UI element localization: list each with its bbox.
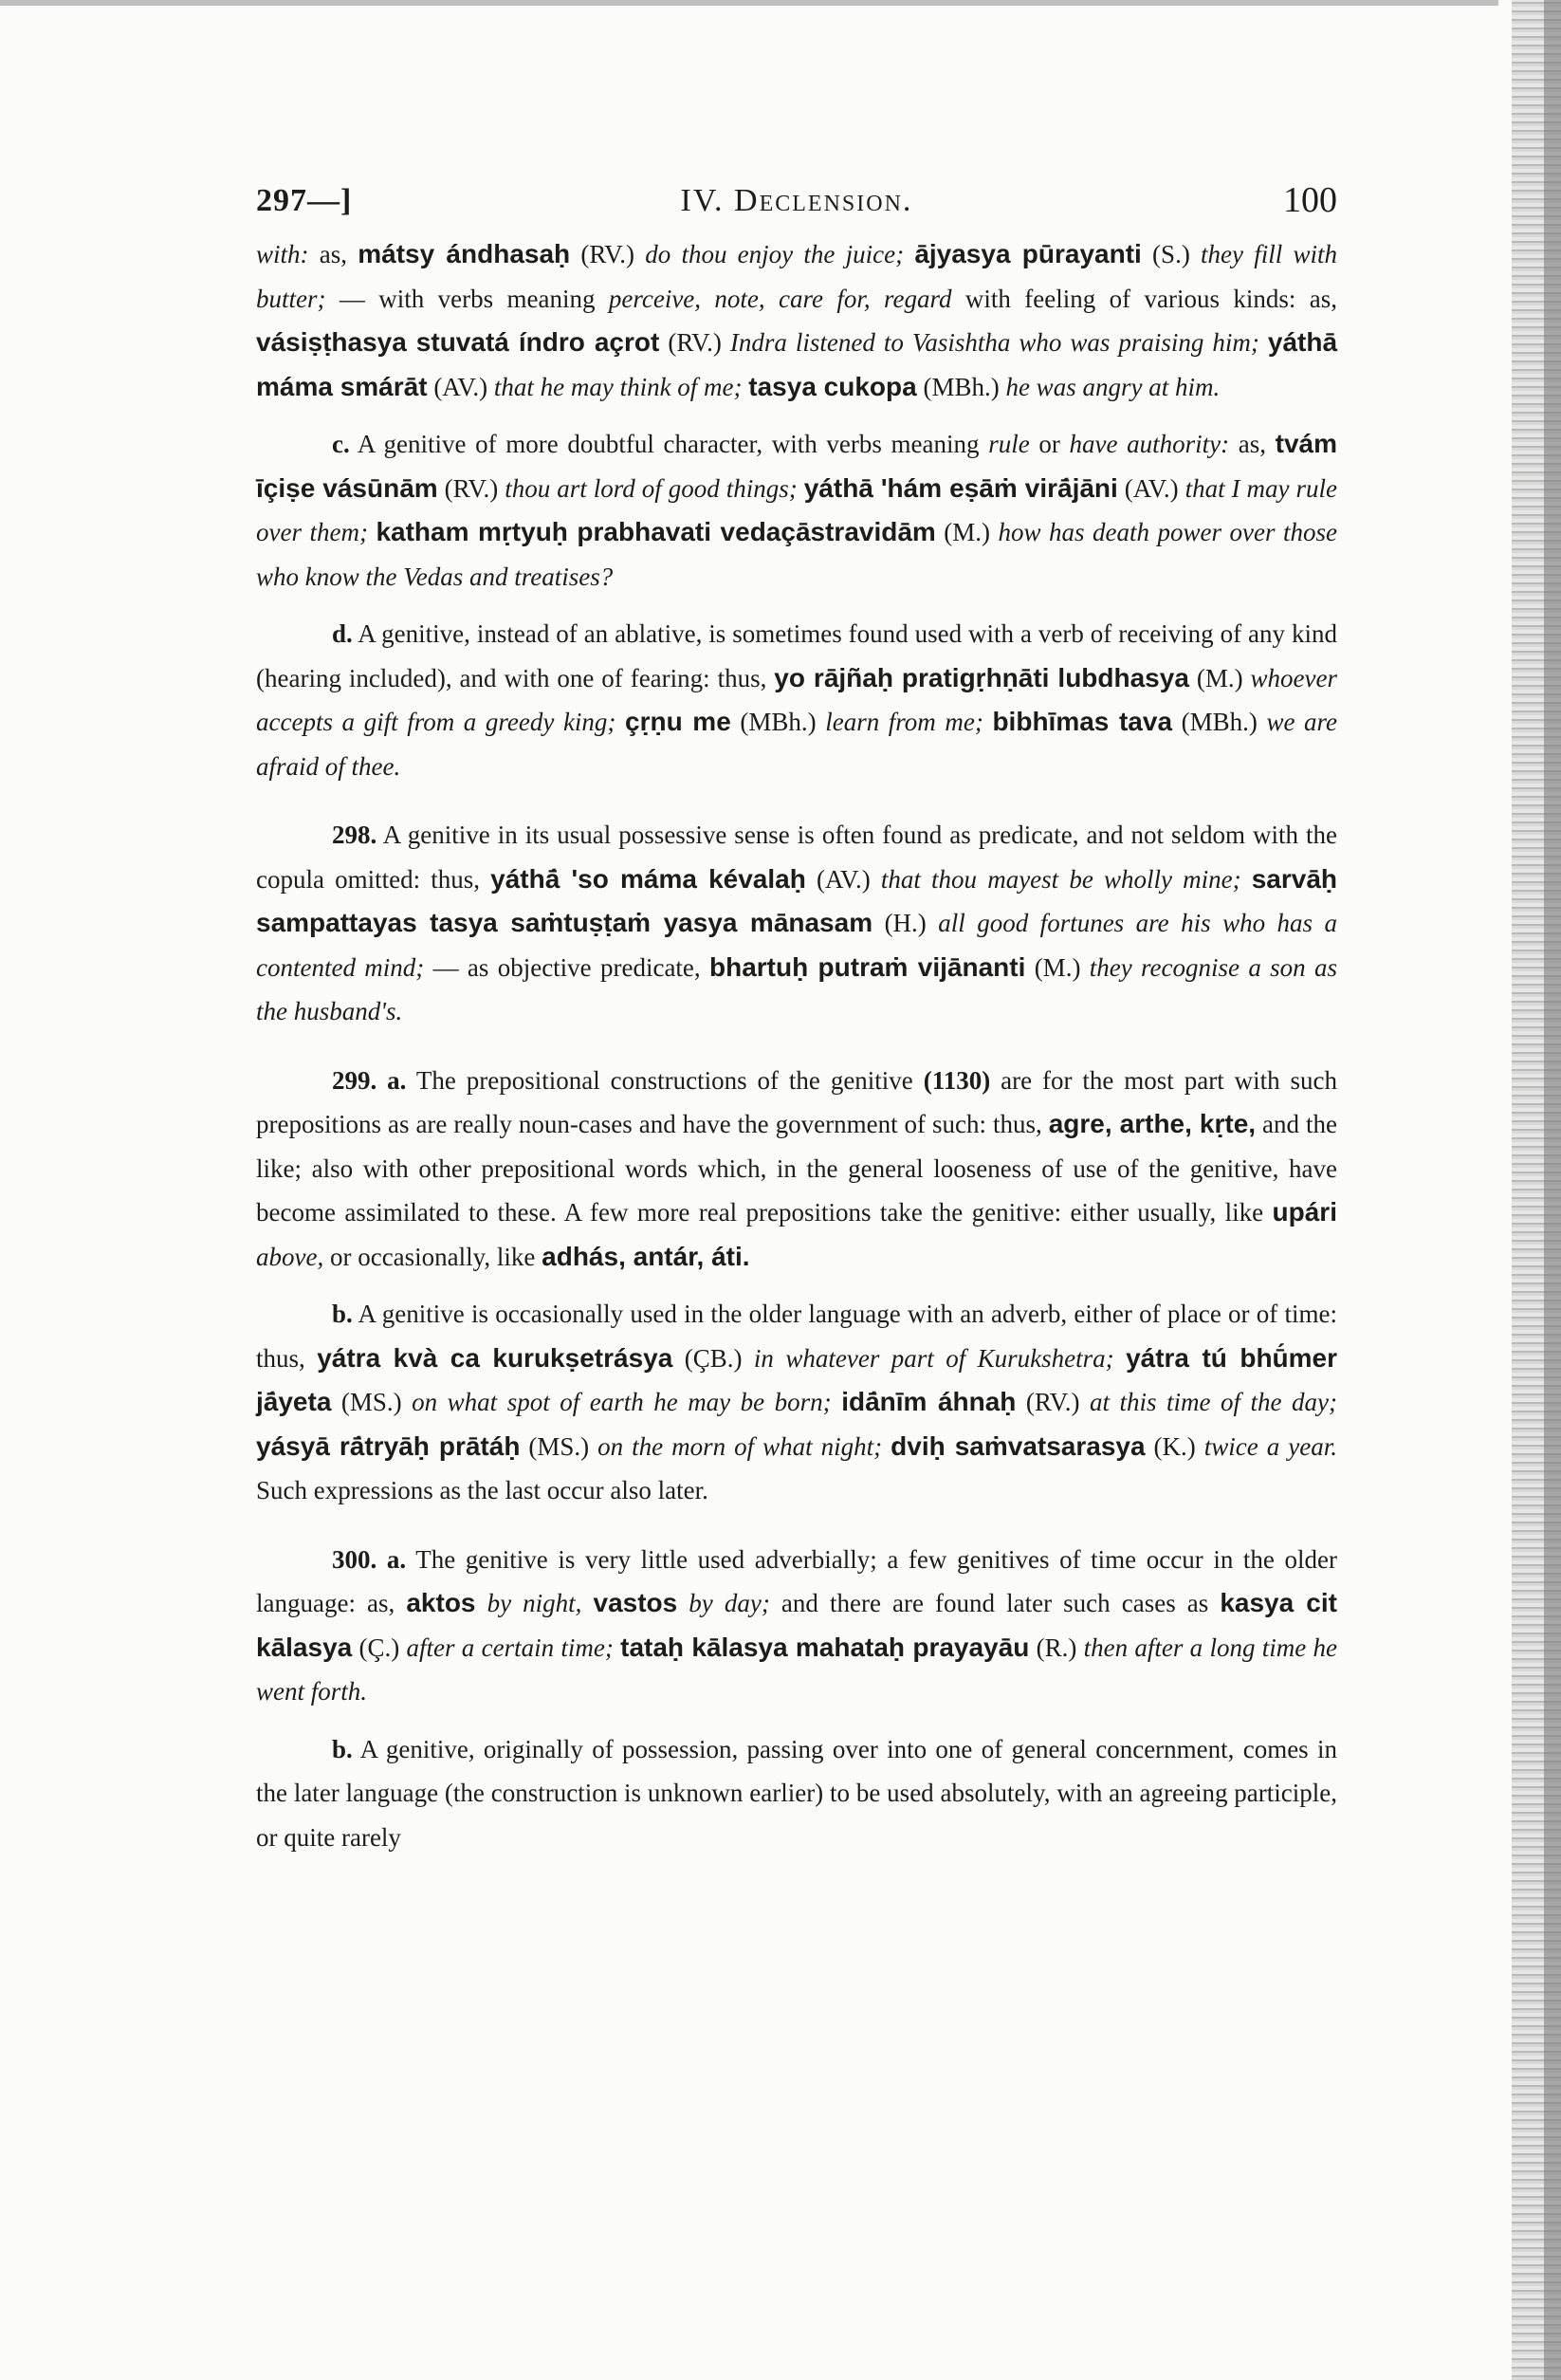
translation-text: then after a long time he went forth. [256,1633,1338,1706]
section-label: b. [332,1300,353,1328]
paragraph-299a [256,1059,1337,1280]
text-run: A genitive, originally of possession, passing over into one of general concernment, comes in the later language (the construction is unknown earlier) to be used absolutely, with an agreeing participle, or quite rarely [256,1734,1337,1852]
chapter-title: Declension. [734,183,913,218]
text-run: (MS.) [331,1388,413,1416]
text-run: (M.) [1188,663,1251,692]
sanskrit-term: bhartuḥ putraṁ vijānanti [708,951,1026,982]
sanskrit-term: katham mṛtyuḥ prabhavati vedaçāstravidām [376,517,936,546]
translation-text: at this time of the day; [1090,1388,1338,1416]
sanskrit-term: tasya cukopa [748,371,917,401]
sanskrit-term: yátra kvà ca kurukṣetrásya [317,1342,673,1373]
translation-text: all good fortunes are his who has a contented mind; [256,909,1337,982]
translation-text: by day; [689,1589,770,1617]
text-run: (M.) [935,518,999,546]
text-run: and the like; also with other prepositional words which, in the general looseness of use of the genitive, have become assimilated to these. A few more real prepositions take the genitive: either usually, like [256,1110,1337,1227]
section-label: 299. a. [332,1065,407,1095]
sanskrit-term: yo rājñaḥ pratigṛhṇāti lubdhasya [774,662,1189,692]
section-label: (1130) [923,1065,991,1095]
text-run: or [1029,430,1070,458]
text-run: (H.) [872,909,939,937]
text-run: The genitive is very little used adverbially; a few genitives of time occur in the older language: as, [256,1544,1338,1617]
text-run [882,1432,891,1461]
text-run [983,708,993,736]
paragraph-299b [256,1292,1337,1513]
sanskrit-term: tvám īçiṣe vásūnām [256,429,1338,503]
text-run: (Ç.) [352,1633,407,1662]
section-label: 300. a. [332,1544,407,1574]
translation-text: that thou mayest be wholly mine; [880,864,1241,894]
text-run: A genitive of more doubtful character, with verbs meaning [349,430,989,458]
sanskrit-term: idā́nīm áhnaḥ [841,1387,1017,1416]
leaf-number: 100 [1283,180,1337,220]
text-run: A genitive in its usual possessive sense is often found as predicate, and not seldom with the copula omitted: thus, [256,821,1337,894]
text-run: (AV.) [805,864,881,894]
translation-text: in whatever part of Kurukshetra; [753,1343,1114,1373]
translation-text: Indra listened to Vasishtha who was praising him; [729,328,1259,357]
sanskrit-term: adhás, antár, áti. [542,1241,750,1271]
paragraph-300b [256,1727,1337,1860]
text-run: as, [1229,430,1276,458]
sanskrit-term: bibhīmas tava [992,707,1173,736]
sanskrit-term: yáthā 'hám eṣāṁ virā́jāni [803,472,1118,503]
section-label: b. [332,1734,353,1763]
sanskrit-term: vásiṣṭhasya stuvatá índro açrot [256,327,660,357]
text-run: (R.) [1029,1633,1084,1662]
translation-text: on what spot of earth he may be born; [412,1388,832,1416]
translation-text: learn from me; [825,708,983,736]
sanskrit-term: yásyā rā́tryāḥ prātáḥ [256,1430,521,1461]
text-run: (MBh.) [1172,708,1267,736]
text-run: are for the most part with such prepositions as are really noun-cases and have the government of such: thus, [256,1065,1338,1138]
paragraph-297b-continued [256,232,1337,409]
translation-text: how has death power over those who know the Vedas and treatises? [256,518,1337,591]
translation-text: thou art lord of good things; [505,473,798,503]
sanskrit-term: dviḥ saṁvatsarasya [891,1430,1146,1461]
text-run: with feeling of various kinds: as, [951,284,1337,313]
text-run: The prepositional constructions of the genitive [406,1065,924,1095]
text-run [904,240,914,268]
text-run: (RV.) [659,328,730,357]
paragraph-298 [256,813,1337,1034]
text-run: (MBh.) [916,372,1006,401]
sanskrit-term: çṛṇu me [625,707,731,736]
sanskrit-term: aktos [406,1588,476,1617]
text-run: (RV.) [1016,1388,1091,1416]
translation-text: twice a year. [1203,1431,1337,1461]
sanskrit-term: mátsy ándhasaḥ [358,239,571,268]
paragraph-297d [256,612,1337,788]
translation-text: they recognise a son as the husband's. [256,952,1337,1025]
text-run: (AV.) [427,372,494,401]
translation-text: whoever accepts a gift from a greedy king; [256,663,1337,736]
text-run [1259,328,1268,357]
sanskrit-term: vastos [593,1588,678,1617]
scan-top-edge [0,0,1498,6]
sanskrit-term: yátra tú bhū́mer jā́yeta [256,1342,1338,1416]
text-run: (M.) [1025,952,1090,982]
sanskrit-term: upári [1272,1197,1337,1227]
text-run: (AV.) [1117,473,1185,503]
running-header [256,175,1337,232]
translation-text: by night, [487,1589,582,1617]
page-number: 297—] [256,183,353,218]
translation-text: after a certain time; [406,1633,614,1662]
sanskrit-term: agre, arthe, kṛte, [1048,1109,1257,1138]
text-run [581,1589,593,1617]
section-label: 298. [332,821,377,849]
text-run: (MS.) [520,1431,598,1461]
text-column [256,175,1337,1859]
paragraph-300a [256,1538,1337,1714]
sanskrit-term: yáthā máma smárāt [256,327,1338,401]
text-run: and there are found later such cases as [769,1589,1221,1617]
translation-text: do thou enjoy the juice; [645,240,905,268]
paragraph-297c [256,422,1337,599]
text-run: A genitive is occasionally used in the older language with an adverb, either of place or of time: thus, [256,1300,1337,1373]
text-run: — as objective predicate, [424,952,709,982]
text-run: (K.) [1145,1431,1204,1461]
text-run: (S.) [1141,240,1202,268]
translation-text: rule [988,430,1030,458]
translation-text: that I may rule over them; [256,473,1337,546]
section-label: d. [332,619,353,648]
translation-text: perceive, note, care for, regard [608,284,952,313]
scan-binding-shadow [1544,0,1561,2380]
section-label: c. [332,430,350,458]
translation-text: have authority: [1069,430,1230,458]
text-run: Such expressions as the last occur also later. [256,1476,708,1504]
text-run [832,1388,842,1416]
text-run: (ÇB.) [672,1343,754,1373]
chapter-number: IV. [680,183,725,218]
text-run: as, [308,240,358,268]
text-run: A genitive, instead of an ablative, is sometimes found used with a verb of receiving of any kind (hearing included), and with one of fearing: thus, [256,619,1337,692]
translation-text: they fill with butter; [256,240,1338,313]
translation-text: on the morn of what night; [597,1431,883,1461]
text-run: — with verbs meaning [325,284,609,313]
text-run: or occasionally, like [323,1242,542,1271]
text-run [615,708,625,736]
chapter-heading [256,183,1337,219]
sanskrit-term: tataḥ kālasya mahataḥ prayayāu [620,1632,1030,1662]
sanskrit-term: ājyasya pūrayanti [914,239,1142,268]
text-run [1114,1344,1126,1373]
translation-text: that he may think of me; [493,372,743,401]
text-run: (RV.) [570,240,646,268]
text-run [476,1589,487,1617]
translation-text: with: [256,240,309,268]
text-run: (MBh.) [730,708,826,736]
text-run [798,474,804,503]
text-run: (RV.) [437,473,505,503]
translation-text: we are afraid of thee. [256,708,1338,781]
translation-text: above, [256,1242,324,1271]
sanskrit-term: kasya cit kālasya [256,1588,1337,1662]
translation-text: he was angry at him. [1005,372,1221,401]
text-run [1241,865,1252,894]
sanskrit-term: yáthā́ 'so máma kévalaḥ [490,863,806,894]
text-run [677,1589,689,1617]
sanskrit-term: sarvāḥ sampattayas tasya saṁtuṣṭaṁ yasya mānasam [256,863,1338,937]
